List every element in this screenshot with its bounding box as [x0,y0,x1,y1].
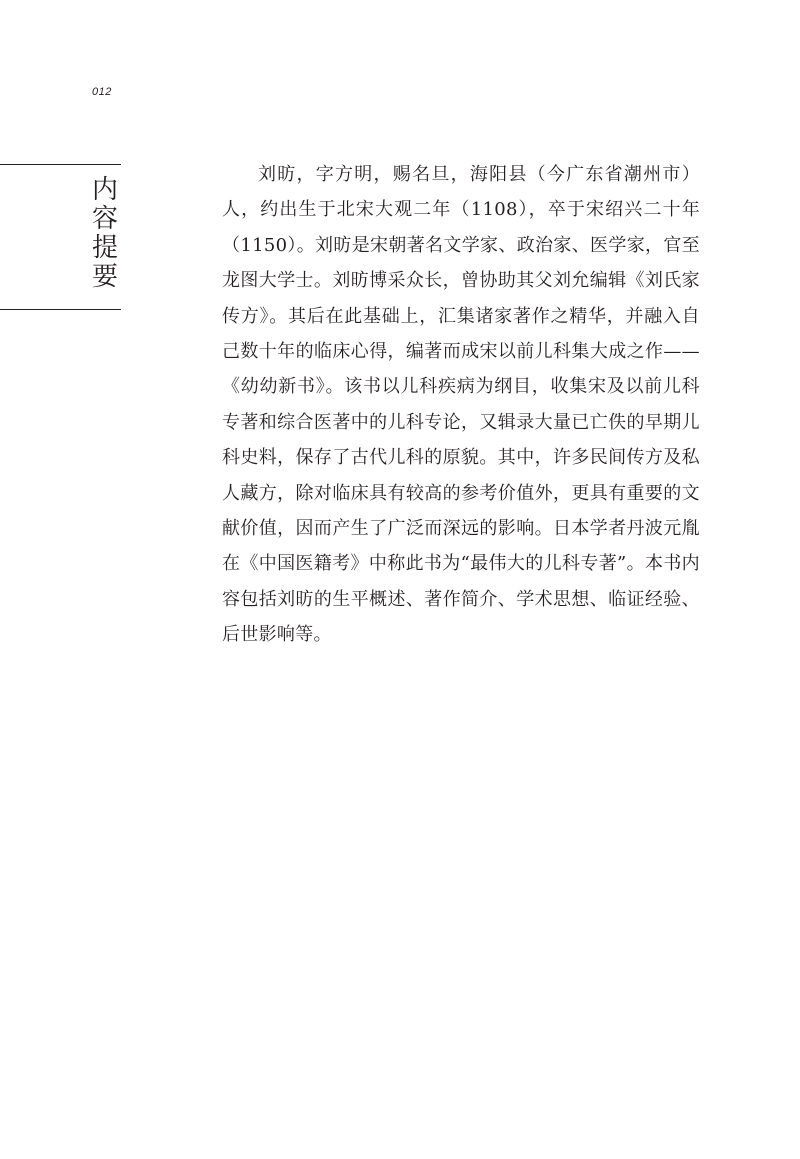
summary-paragraph: 刘昉，字方明，赐名旦，海阳县（今广东省潮州市）人，约出生于北宋大观二年（1108），卒于宋绍兴二十年（1150）。刘昉是宋朝著名文学家、政治家、医学家，官至龙图大学士。刘昉博采众长，曾协助其父刘允编辑《刘氏家传方》。其后在此基础上，汇集诸家著作之精华，并融入自己数十年的临床心得，编著而成宋以前儿科集大成之作——《幼幼新书》。该书以儿科疾病为纲目，收集宋及以前儿科专著和综合医著中的儿科专论，又辑录大量已亡佚的早期儿科史料，保存了古代儿科的原貌。其中，许多民间传方及私人藏方，除对临床具有较高的参考价值外，更具有重要的文献价值，因而产生了广泛而深远的影响。日本学者丹波元胤在《中国医籍考》中称此书为“最伟大的儿科专著”。本书内容包括刘昉的生平概述、著作简介、学术思想、临证经验、后世影响等。 [222,164,700,646]
section-divider-bottom [0,309,121,310]
page-number: 012 [92,86,112,98]
section-title-char: 内 [91,175,118,205]
section-divider-top [0,164,121,165]
section-title [90,176,120,292]
section-title-char: 要 [91,262,118,292]
section-title-char: 容 [91,204,118,234]
section-title-char: 提 [91,233,118,263]
